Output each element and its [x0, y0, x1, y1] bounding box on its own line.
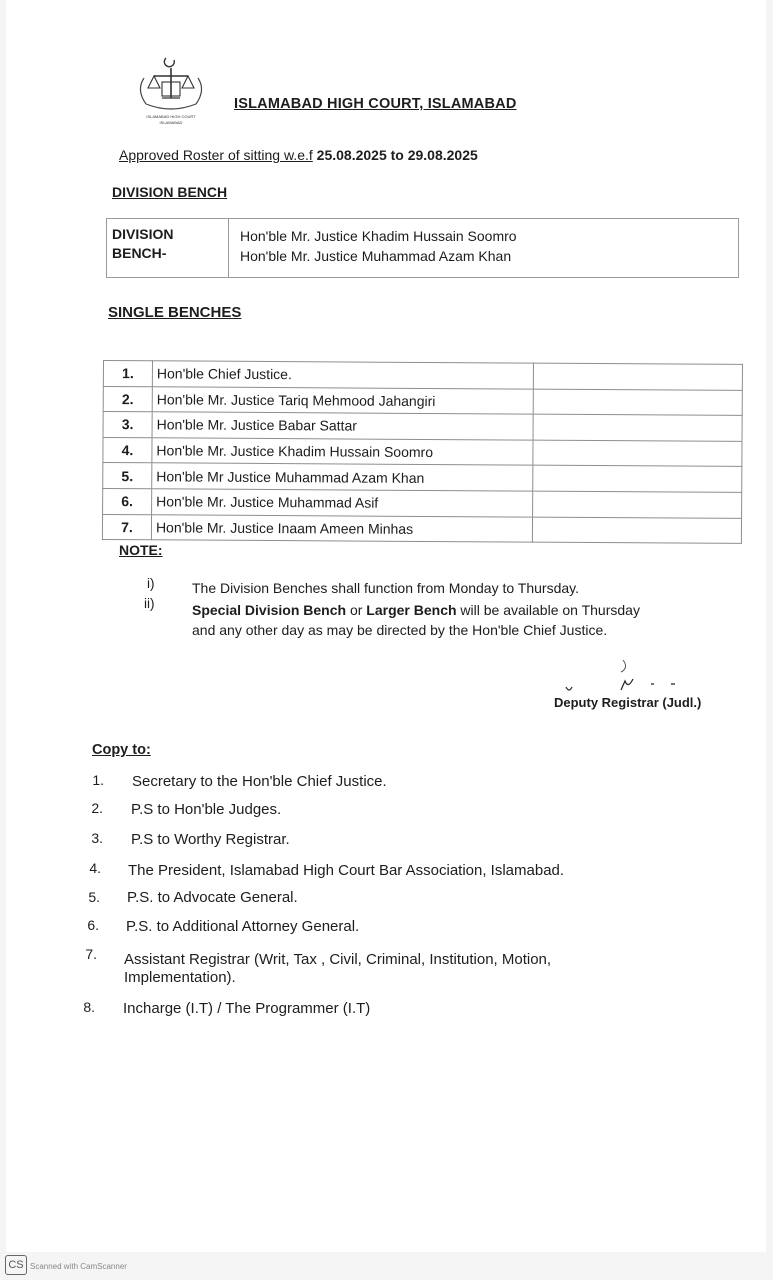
copy-item-number: 7.	[85, 946, 97, 962]
copy-item-number: 1.	[92, 772, 104, 788]
single-benches-table	[102, 360, 743, 544]
court-name-title: ISLAMABAD HIGH COURT, ISLAMABAD	[234, 96, 517, 112]
copy-item-text: Assistant Registrar (Writ, Tax , Civil, Criminal, Institution, Motion,	[124, 951, 552, 968]
note-special-division-bench: Special Division Bench	[192, 602, 347, 618]
copy-item-text: The President, Islamabad High Court Bar Association, Islamabad.	[128, 862, 565, 879]
row-empty-cell	[533, 440, 742, 467]
copy-item-number: 4.	[89, 860, 101, 876]
note-item-2-rest: will be available on Thursday	[456, 602, 640, 618]
copy-to-heading: Copy to:	[92, 742, 151, 758]
signature-scribble	[561, 660, 711, 700]
table-row	[103, 437, 742, 466]
table-row	[103, 386, 742, 415]
camscanner-logo: CS	[5, 1255, 27, 1275]
row-number: 1.	[103, 361, 152, 387]
row-judge-name: Hon'ble Mr. Justice Tariq Mehmood Jahangiri	[152, 386, 533, 414]
division-bench-judge: Hon'ble Mr. Justice Muhammad Azam Khan	[240, 248, 512, 264]
note-item-1-marker: i)	[147, 576, 155, 591]
seal-caption-2: ISLAMABAD	[159, 120, 183, 125]
copy-item-text: Incharge (I.T) / The Programmer (I.T)	[123, 1000, 371, 1017]
table-row	[102, 514, 741, 543]
copy-item-text: P.S. to Advocate General.	[127, 889, 298, 906]
division-bench-judge: Hon'ble Mr. Justice Khadim Hussain Soomro	[240, 228, 517, 244]
copy-item-text: Secretary to the Hon'ble Chief Justice.	[132, 773, 387, 790]
note-item-1-text: The Division Benches shall function from Monday to Thursday.	[192, 580, 580, 596]
table-row	[103, 463, 742, 492]
row-number: 3.	[103, 412, 152, 438]
roster-dates: 25.08.2025 to 29.08.2025	[316, 147, 478, 163]
note-item-2-line2: and any other day as may be directed by the Hon'ble Chief Justice.	[192, 622, 608, 638]
division-bench-judges	[240, 226, 517, 266]
court-seal-logo	[126, 52, 216, 130]
copy-item-number: 3.	[91, 830, 103, 846]
row-judge-name: Hon'ble Mr. Justice Inaam Ameen Minhas	[151, 514, 532, 542]
note-item-2-marker: ii)	[144, 596, 155, 611]
division-bench-divider	[228, 219, 229, 277]
row-number: 5.	[103, 463, 152, 489]
copy-item-number: 6.	[87, 917, 99, 933]
note-or: or	[346, 602, 367, 618]
deputy-registrar-signature-label: Deputy Registrar (Judl.)	[554, 695, 702, 710]
copy-item-text-line2: Implementation).	[124, 969, 236, 986]
row-number: 4.	[103, 437, 152, 463]
row-judge-name: Hon'ble Mr. Justice Khadim Hussain Soomro	[152, 438, 533, 466]
row-judge-name: Hon'ble Mr. Justice Muhammad Asif	[152, 489, 533, 517]
division-bench-box	[106, 218, 739, 278]
row-empty-cell	[533, 466, 742, 493]
division-bench-label-line2: BENCH-	[112, 245, 167, 261]
note-item-2-text	[192, 600, 640, 620]
seal-caption-1: ISLAMABAD HIGH COURT	[146, 114, 196, 119]
copy-item-text: P.S to Worthy Registrar.	[131, 831, 290, 848]
division-bench-heading: DIVISION BENCH	[112, 184, 228, 200]
copy-item-number: 2.	[91, 800, 103, 816]
division-bench-label-line1: DIVISION	[112, 226, 174, 242]
row-empty-cell	[533, 363, 742, 390]
note-heading: NOTE:	[119, 542, 163, 558]
division-bench-label	[112, 225, 173, 263]
copy-item-text: P.S to Hon'ble Judges.	[131, 801, 282, 818]
roster-line	[119, 147, 478, 163]
table-row	[103, 361, 742, 390]
row-judge-name: Hon'ble Mr. Justice Babar Sattar	[152, 412, 533, 440]
row-judge-name: Hon'ble Chief Justice.	[152, 361, 533, 389]
row-judge-name: Hon'ble Mr Justice Muhammad Azam Khan	[152, 463, 533, 491]
row-empty-cell	[533, 414, 742, 441]
table-row	[103, 488, 742, 517]
table-row	[103, 412, 742, 441]
row-empty-cell	[532, 517, 741, 544]
copy-item-text: P.S. to Additional Attorney General.	[126, 918, 360, 935]
camscanner-watermark: Scanned with CamScanner	[30, 1262, 127, 1271]
note-larger-bench: Larger Bench	[366, 602, 457, 618]
row-number: 2.	[103, 386, 152, 412]
copy-item-number: 8.	[83, 999, 95, 1015]
document-page	[6, 0, 766, 1252]
row-empty-cell	[533, 389, 742, 416]
row-number: 7.	[102, 514, 151, 540]
row-number: 6.	[103, 488, 152, 514]
roster-prefix: Approved Roster of sitting w.e.f	[119, 147, 313, 163]
copy-item-number: 5.	[88, 889, 100, 905]
single-benches-heading: SINGLE BENCHES	[108, 304, 242, 321]
row-empty-cell	[533, 491, 742, 518]
